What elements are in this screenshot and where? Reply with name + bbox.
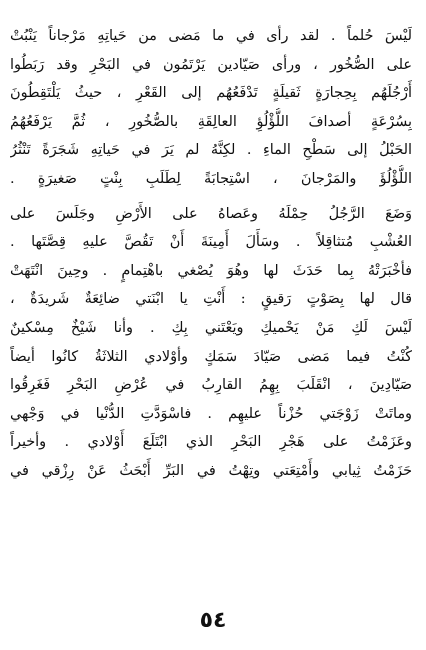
text-line: أَرْجُلَهُم بِحِجارَةٍ ثَقيلَةٍ تَدْفَعُهُم إلى القَعْرِ ، حيثُ يَلْتَقِطُونَ [10, 85, 412, 102]
text-line: اللُّؤْلُؤَ والمَرْجانَ ، اسْتِجابَةً لِطَلَبِ بِنْتٍ صَغيرَةٍ . [10, 170, 412, 187]
text-line: لَيْسَ لَكِ مَنْ يَحْميكِ ويَعْتَني بِكِ . وأنا شَيْخٌ مِسْكينٌ [10, 319, 412, 336]
text-line: صَيّادِينَ ، انْقَلَبَ بِهِمُ القارِبُ في عُرْضِ البَحْرِ فَغَرِقُوا [10, 377, 412, 394]
text-line: العُشْبِ مُتثاقِلاً . وسَأَلَ أَمِينَةَ أَنْ تَقُصَّ عليهِ قِصَّتَها . [10, 234, 412, 251]
text-line: وعَزَمْتُ على هَجْرِ البَحْرِ الذي ابْتَلَعَ أَوْلادي . وأخيراً [10, 434, 412, 451]
text-line: الحَبْلُ إلى سَطْحِ الماءِ . لكِنَّهُ لم يَرَ في حَياتِهِ شَجَرَةً تَنْثُرُ [10, 142, 412, 159]
text-line: وَضَعَ الرَّجُلُ حِمْلَهُ وعَصاهُ على الأَرْضِ وجَلَسَ على [10, 205, 412, 222]
paragraph [10, 200, 412, 486]
text-line: وماتَتْ زَوْجَتي حُزْناً عليهِم . فاسْوَدَّتِ الدُّنْيا في وَجْهي [10, 405, 412, 422]
page-number: ٥٤ [199, 608, 227, 633]
text-line: فأخْبَرَتْهُ بِما حَدَثَ لها وهُوَ يُصْغي باهْتِمامٍ . وحِينَ انْتَهَتْ [10, 262, 412, 279]
text-line: كُنْتُ فيما مَضى صَيّادَ سَمَكٍ وأوْلادي الثلاثَةُ كانُوا أيضاً [10, 348, 412, 365]
text-line: قال لها بِصَوْتٍ رَقيقٍ : أَنْتِ يا ابْنَتي ضائِعَةٌ شَريدَةٌ ، [10, 291, 412, 308]
text-line: لَيْسَ حُلماً . لقد رأى في ما مَضى من حَياتِهِ مَرْجاناً يَنْبُتْ [10, 28, 412, 44]
text-line: حَزَمْتُ ثِيابي وأَمْتِعَتي وتِهْتُ في البَرِّ أَبْحَثُ عَنْ رِزْقي في [10, 462, 412, 479]
text-line: على الصُّخُور ، ورأى صَيّادين يَرْتَمُون في البَحْرِ وقد رَبَطُوا [10, 56, 412, 73]
text-line: بِسُرْعَةٍ أصدافَ اللُّؤْلُؤِ العالِقَةِ بالصُّخُورِ ، ثُمَّ يَرْفَعُهُمُ [10, 113, 412, 130]
paragraph [10, 22, 412, 194]
